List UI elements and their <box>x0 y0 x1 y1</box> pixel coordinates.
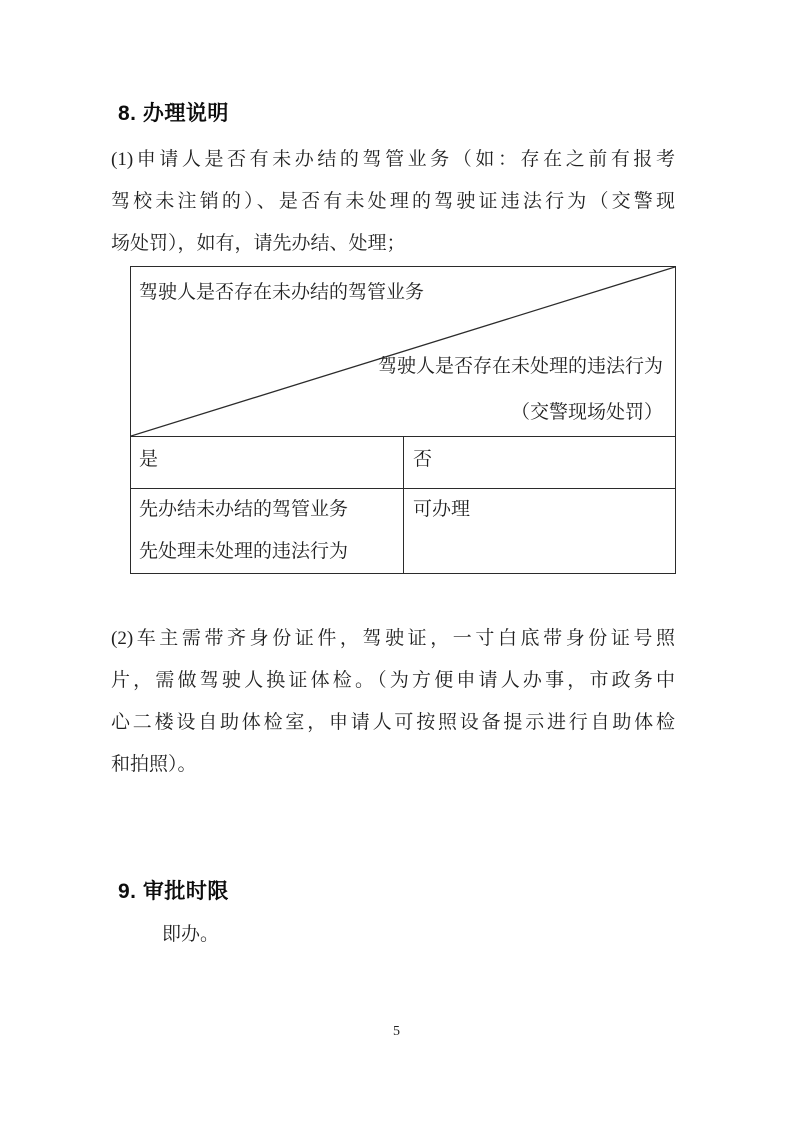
result-line: 先处理未处理的违法行为 <box>139 541 349 562</box>
paragraph-line: 片，需做驾驶人换证体检。（为方便申请人办事，市政务中 <box>111 670 675 691</box>
decision-table <box>130 266 676 574</box>
diagonal-header-cell <box>131 267 675 437</box>
paragraph-line: 和拍照）。 <box>111 754 197 775</box>
section-9-body: 即办。 <box>162 924 220 945</box>
paragraph-line: 场处罚），如有，请先办结、处理； <box>111 233 406 254</box>
table-row <box>131 489 675 573</box>
table-row <box>131 437 675 489</box>
table-cell-yes: 是 <box>131 437 404 488</box>
header-column-axis-label <box>378 344 663 436</box>
section-9-heading: 9. 审批时限 <box>118 880 229 903</box>
result-line: 先办结未办结的驾管业务 <box>139 499 349 520</box>
section-8-paragraph-2 <box>111 618 675 786</box>
table-cell-no-result <box>404 489 675 573</box>
section-8-heading: 8. 办理说明 <box>118 102 229 125</box>
section-8-paragraph-1 <box>111 139 675 265</box>
table-cell-yes-result <box>131 489 404 573</box>
result-line: 可办理 <box>413 499 471 520</box>
paragraph-line: 心二楼设自助体检室，申请人可按照设备提示进行自助体检 <box>111 712 675 733</box>
header-row-axis-label: 驾驶人是否存在未办结的驾管业务 <box>139 282 425 303</box>
header-label-line: 驾驶人是否存在未处理的违法行为 <box>377 356 663 377</box>
paragraph-line: 驾校未注销的）、是否有未处理的驾驶证违法行为（交警现 <box>111 191 675 212</box>
paragraph-line: (2)车主需带齐身份证件，驾驶证，一寸白底带身份证号照 <box>111 628 675 649</box>
header-label-line: （交警现场处罚） <box>510 402 663 423</box>
paragraph-line: (1)申请人是否有未办结的驾管业务（如：存在之前有报考 <box>111 149 675 170</box>
table-cell-no: 否 <box>413 449 433 470</box>
page-number: 5 <box>393 1024 400 1039</box>
